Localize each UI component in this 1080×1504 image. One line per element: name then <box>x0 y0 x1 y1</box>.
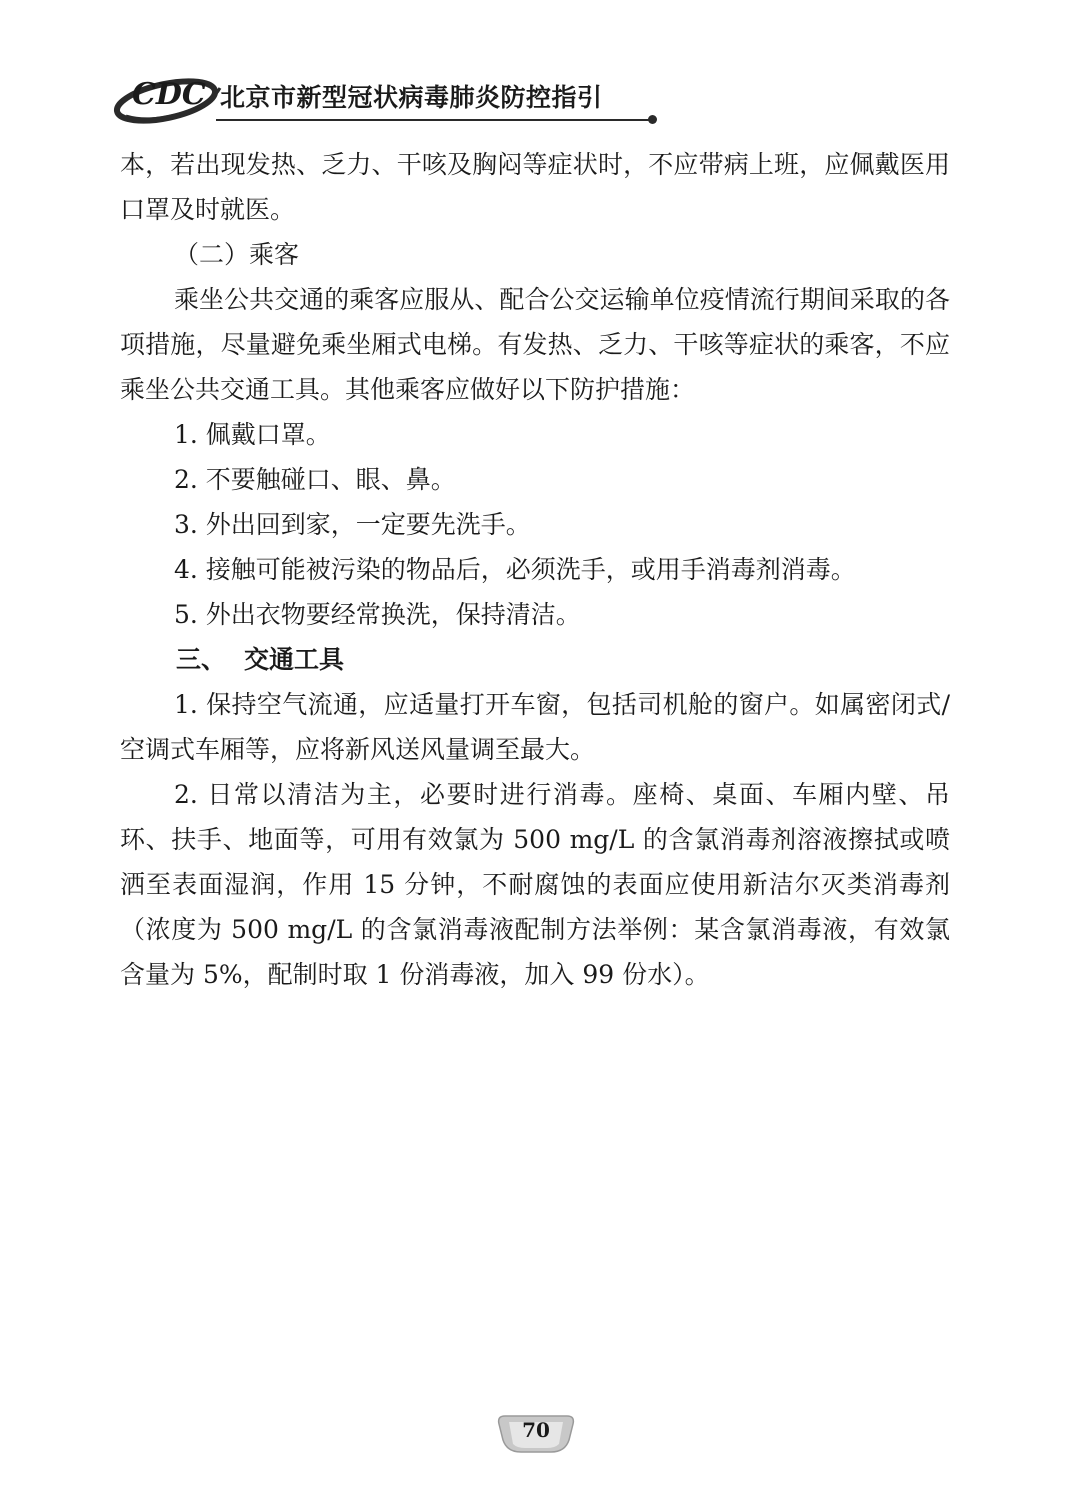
header-rule-dot <box>648 115 657 124</box>
logo-text: CDC <box>132 77 206 112</box>
running-header <box>112 66 657 130</box>
cdc-logo <box>112 66 228 126</box>
section-number: 三、 <box>176 645 227 674</box>
list-item: 5. 外出衣物要经常换洗，保持清洁。 <box>174 600 581 629</box>
page-number-badge <box>495 1410 577 1456</box>
subheading-passengers: （二）乘客 <box>174 240 300 269</box>
paragraph-continuation: 本，若出现发热、乏力、干咳及胸闷等症状时，不应带病上班，应佩戴医用口罩及时就医。 <box>120 150 950 224</box>
list-item: 4. 接触可能被污染的物品后，必须洗手，或用手消毒剂消毒。 <box>174 555 856 584</box>
paragraph-disinfection: 2. 日常以清洁为主，必要时进行消毒。座椅、桌面、车厢内壁、吊环、扶手、地面等，可用有效氯为 500 mg/L 的含氯消毒剂溶液擦拭或喷洒至表面湿润，作用 15 分钟，不耐腐蚀的表面应使用新洁尔灭类消毒剂（浓度为 500 mg/L 的含氯消毒液配制方法举例：某含氯消毒液，有效氯含量为 5%，配制时取 1 份消毒液，加入 99 份水）。 <box>120 780 950 989</box>
list-item: 3. 外出回到家，一定要先洗手。 <box>174 510 531 539</box>
header-title: 北京市新型冠状病毒肺炎防控指引 <box>220 83 603 112</box>
paragraph-passengers: 乘坐公共交通的乘客应服从、配合公交运输单位疫情流行期间采取的各项措施，尽量避免乘坐厢式电梯。有发热、乏力、干咳等症状的乘客，不应乘坐公共交通工具。其他乘客应做好以下防护措施： <box>120 285 950 404</box>
list-item: 1. 佩戴口罩。 <box>174 420 331 449</box>
header-rule <box>216 119 652 121</box>
list-item: 2. 不要触碰口、眼、鼻。 <box>174 465 456 494</box>
paragraph-ventilation: 1. 保持空气流通，应适量打开车窗，包括司机舱的窗户。如属密闭式/空调式车厢等，应将新风送风量调至最大。 <box>120 690 950 764</box>
section-title: 交通工具 <box>244 645 345 674</box>
section-heading <box>120 637 950 682</box>
page-body <box>120 142 950 997</box>
page-number: 70 <box>522 1418 550 1442</box>
